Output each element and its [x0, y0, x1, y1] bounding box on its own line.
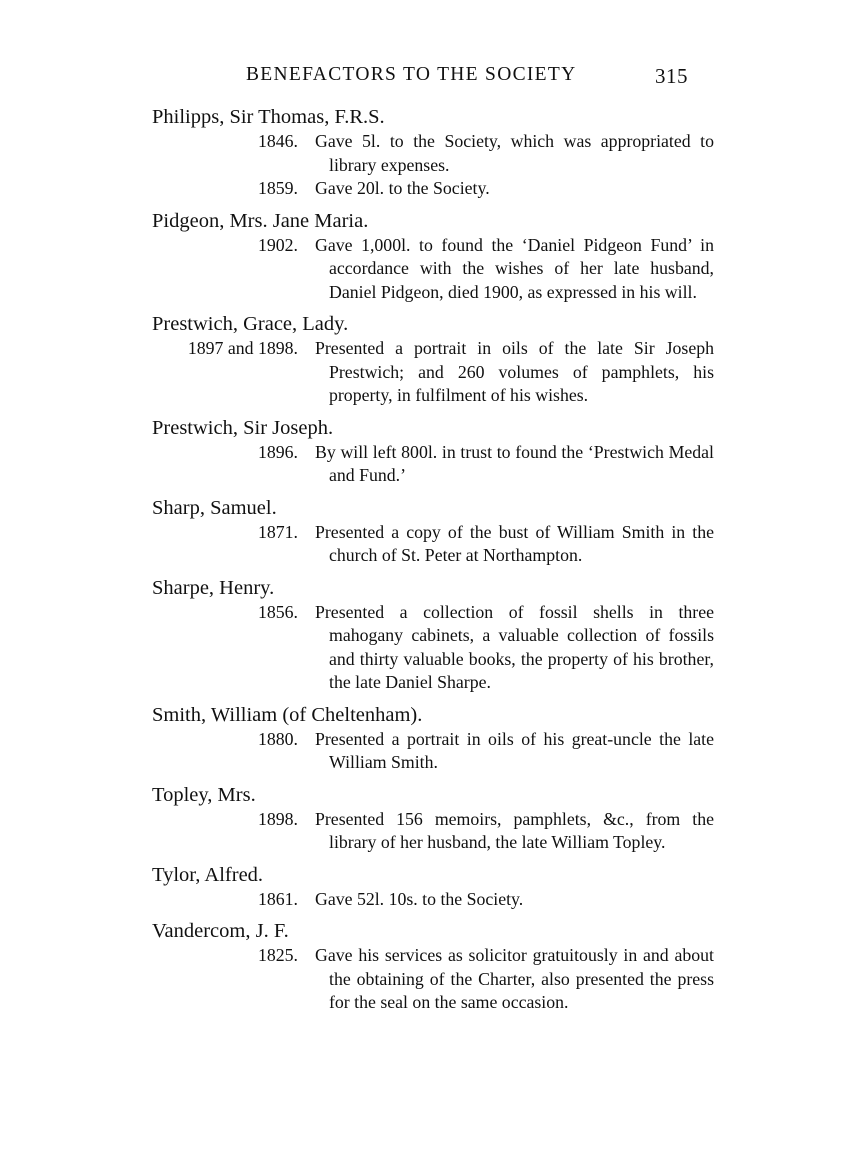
benefaction-text: Presented a portrait in oils of the late Sir Joseph Prestwich; and 260 volumes of pamphlets, his property, in fulfilment of his wishes. [315, 338, 714, 405]
running-head [0, 64, 850, 92]
benefaction-text: Gave 1,000l. to found the ‘Daniel Pidgeon Fund’ in accordance with the wishes of her late husband, Daniel Pidgeon, died 1900, as expressed in his will. [315, 234, 714, 302]
benefaction-text: Gave his services as solicitor gratuitously in and about the obtaining of the Charter, also presented the press for the seal on the same occasion. [315, 945, 714, 1012]
benefactor-name: Pidgeon, Mrs. Jane Maria. [152, 209, 369, 232]
benefaction-year: 1880. [257, 728, 298, 749]
benefaction-year: 1871. [257, 521, 298, 542]
benefactor-name: Vandercom, J. F. [152, 920, 289, 942]
benefaction-text: Presented 156 memoirs, pamphlets, &c., from the library of her husband, the late William Topley. [315, 808, 714, 852]
benefaction-year: 1898. [257, 808, 298, 829]
benefaction-item [0, 177, 850, 201]
benefactor-entry [0, 782, 850, 862]
benefactor-name: Philipps, Sir Thomas, F.R.S. [152, 106, 385, 128]
benefactor-entry [0, 702, 850, 782]
benefactor-name: Sharp, Samuel. [152, 496, 277, 519]
benefactor-name: Sharpe, Henry. [152, 576, 275, 599]
benefactor-entry [0, 862, 850, 919]
benefaction-item [0, 337, 850, 408]
benefactor-name: Tylor, Alfred. [152, 863, 264, 886]
benefaction-text: Presented a copy of the bust of William Smith in the church of St. Peter at Northampton. [315, 521, 714, 565]
benefaction-year: 1902. [257, 234, 298, 255]
benefaction-text: Presented a portrait in oils of his great-uncle the late William Smith. [315, 728, 714, 772]
benefaction-year: 1825. [257, 945, 298, 965]
benefaction-text: Gave 52l. 10s. to the Society. [315, 888, 524, 909]
benefaction-year: 1859. [257, 178, 298, 198]
benefactor-entry [0, 918, 850, 1015]
benefaction-text: Presented a collection of fossil shells in three mahogany cabinets, a valuable collection of fossils and thirty valuable books, the property of his brother, the late Daniel Sharpe. [315, 601, 714, 692]
benefaction-year: 1846. [257, 131, 298, 151]
benefaction-item [0, 234, 850, 305]
benefaction-item [0, 728, 850, 775]
benefaction-year: 1896. [257, 441, 298, 462]
page-number: 315 [655, 64, 688, 88]
benefactor-name: Topley, Mrs. [152, 783, 256, 806]
benefaction-year: 1897 and 1898. [187, 338, 298, 358]
benefactor-list [0, 104, 850, 1015]
benefaction-item [0, 130, 850, 177]
benefactor-entry [0, 495, 850, 575]
benefactor-entry [0, 415, 850, 495]
benefaction-text: By will left 800l. in trust to found the ‘Prestwich Medal and Fund.’ [315, 441, 714, 485]
benefactor-entry [0, 104, 850, 208]
benefaction-item [0, 601, 850, 695]
benefaction-item [0, 521, 850, 568]
benefactor-name: Prestwich, Grace, Lady. [152, 313, 349, 335]
benefaction-item [0, 944, 850, 1015]
running-title: BENEFACTORS TO THE SOCIETY [246, 64, 577, 85]
benefaction-item [0, 808, 850, 855]
benefactor-name: Prestwich, Sir Joseph. [152, 416, 334, 439]
benefaction-item [0, 441, 850, 488]
benefaction-year: 1861. [257, 888, 298, 909]
benefactor-entry [0, 208, 850, 312]
benefaction-year: 1856. [257, 601, 298, 622]
benefaction-item [0, 888, 850, 912]
benefactor-entry [0, 575, 850, 702]
benefaction-text: Gave 5l. to the Society, which was appropriated to library expenses. [315, 131, 714, 175]
benefactor-name: Smith, William (of Cheltenham). [152, 703, 423, 726]
benefaction-text: Gave 20l. to the Society. [315, 178, 490, 198]
benefactor-entry [0, 311, 850, 415]
